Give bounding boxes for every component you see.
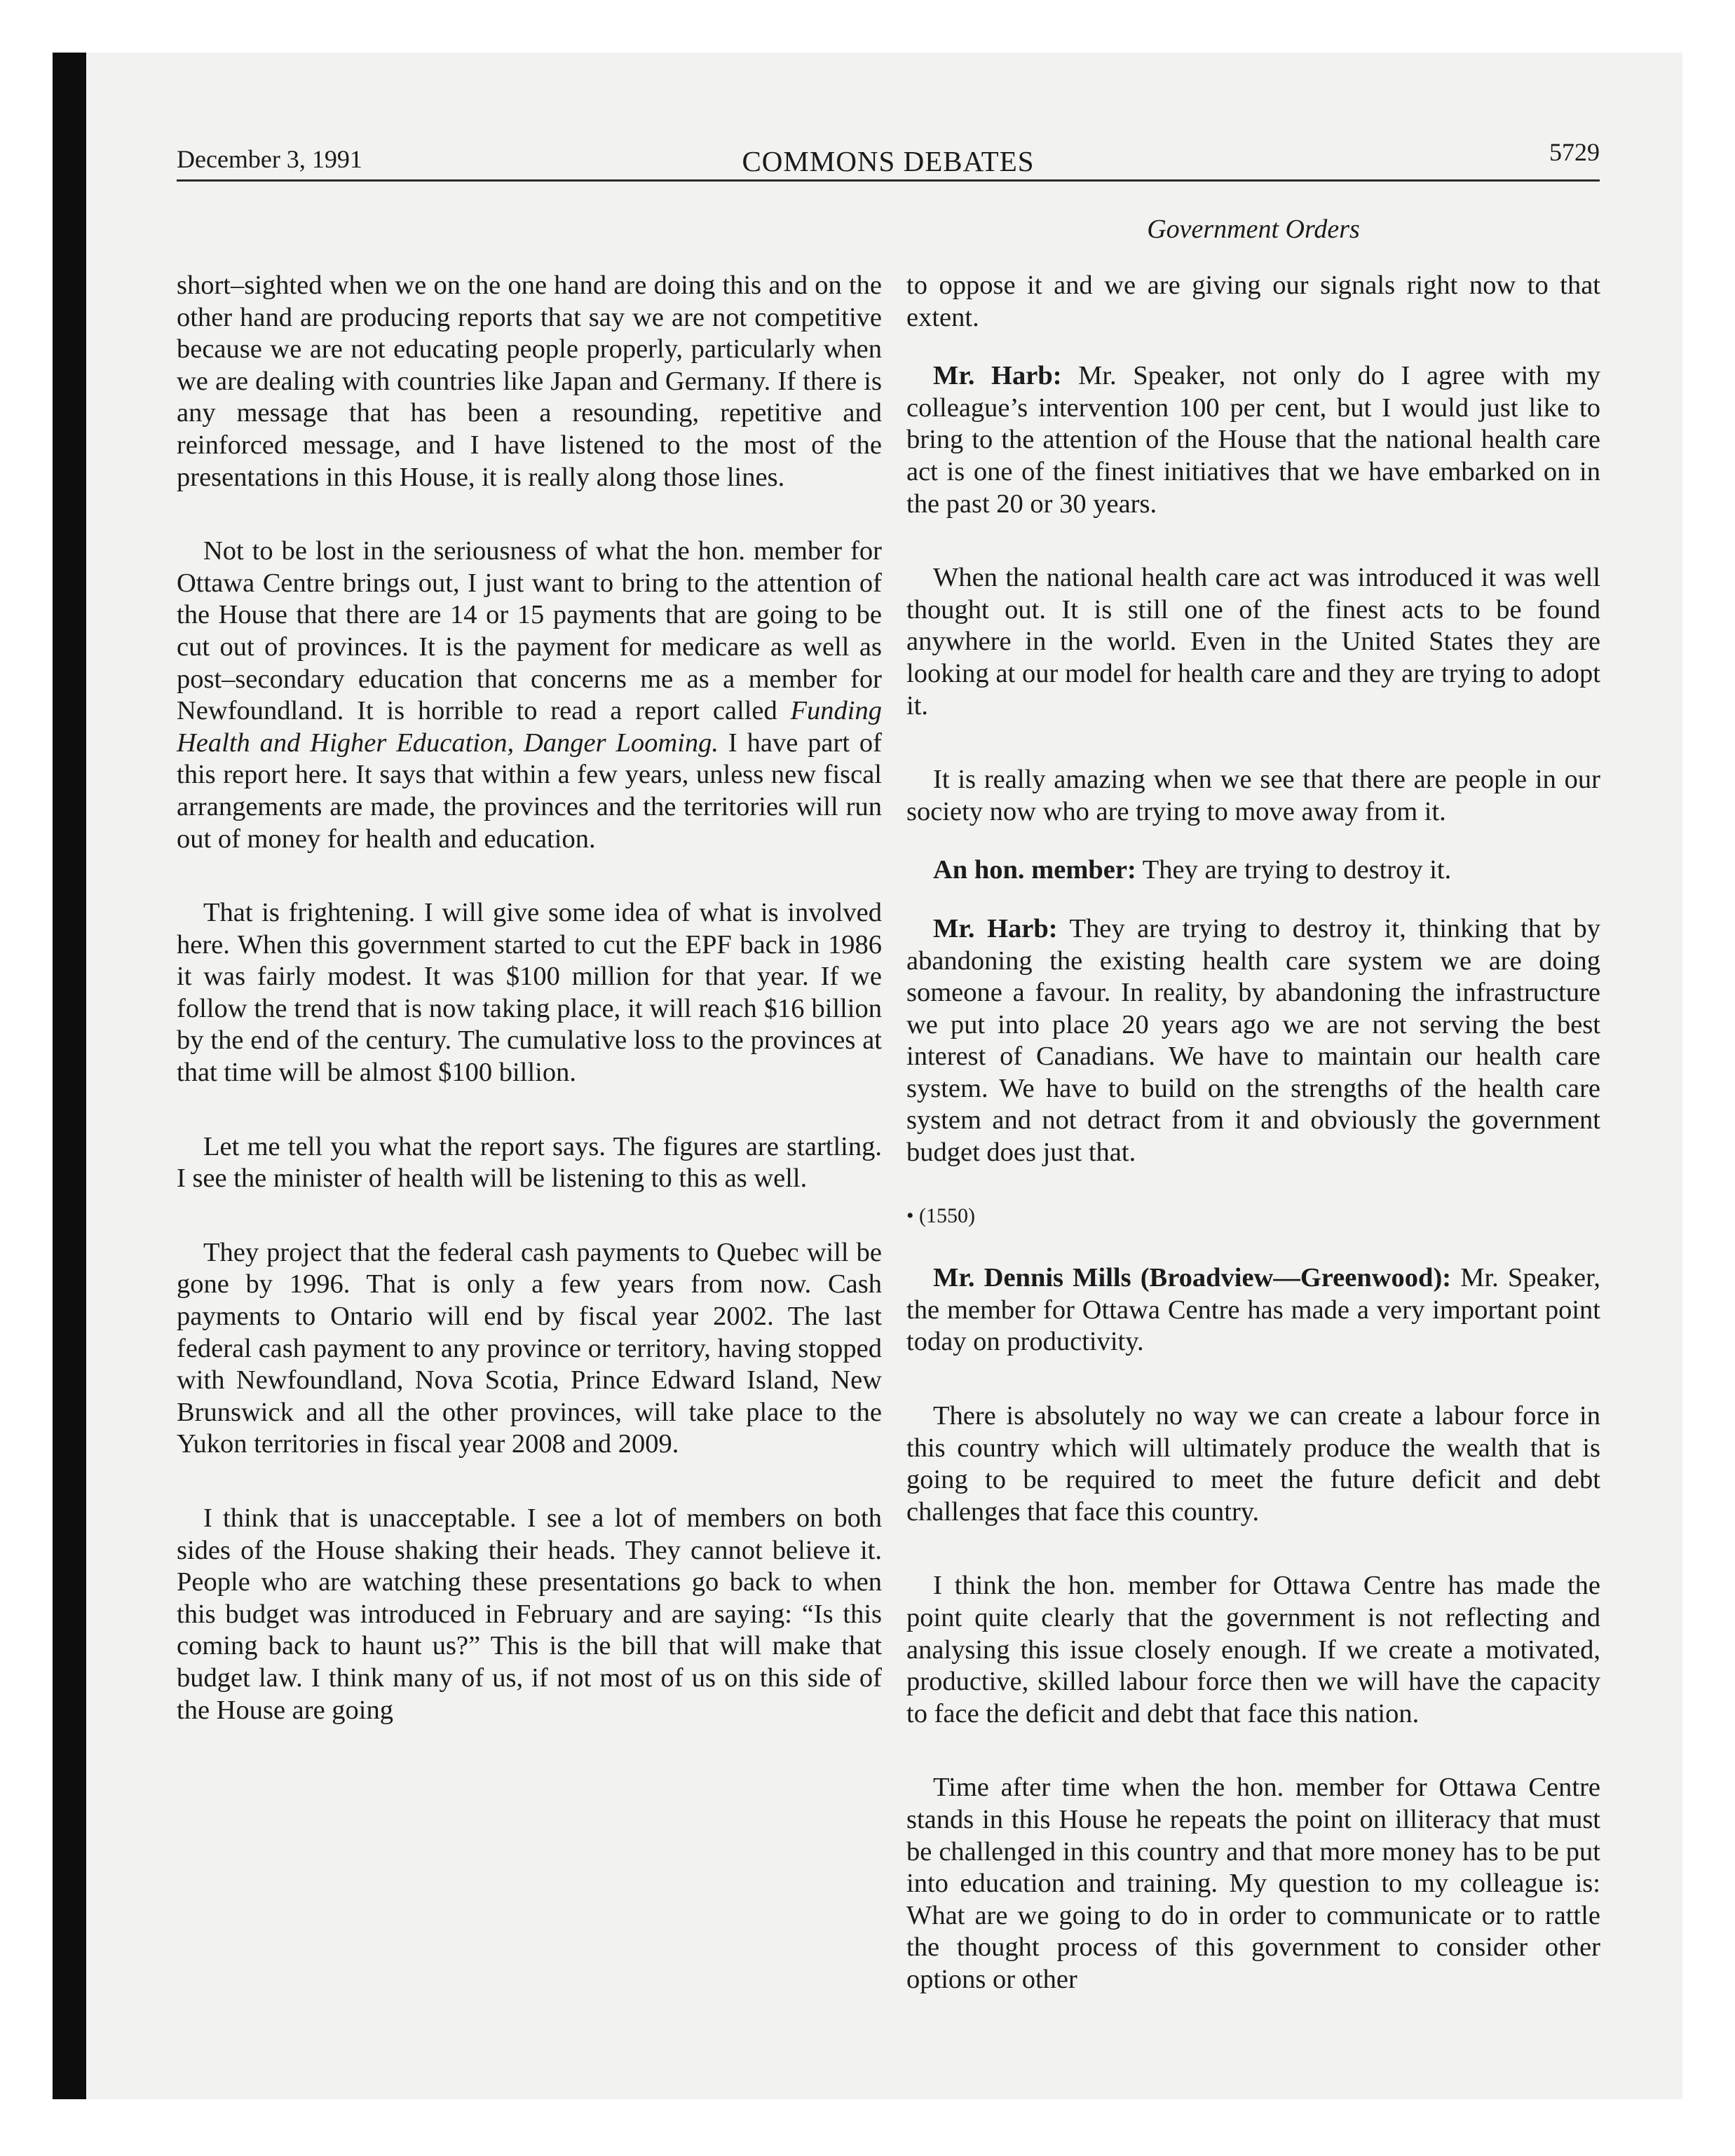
paragraph: [906, 913, 1600, 1169]
paragraph: Let me tell you what the report says. The figures are startling. I see the minister of health will be listening to this as well.: [177, 1131, 882, 1194]
right-column: [906, 270, 1600, 2038]
paragraph: short–sighted when we on the one hand are doing this and on the other hand are producing reports that say we are not competitive because we are not educating people properly, particularly when we are dealing with countries like Japan and Germany. If there is any message that has been a resounding, repetitive and reinforced message, and I have listened to the most of the presentations in this House, it is really along those lines.: [177, 271, 882, 492]
paragraph-text: They are trying to destroy it.: [1136, 855, 1452, 885]
paragraph-text: Not to be lost in the seriousness of what the hon. member for Ottawa Centre brings out, I just want to bring to the attention of the House that there are 14 or 15 payments that are going to be cut out of provinces. It is the payment for medicare as well as post–secondary education that concerns me as a member for Newfoundland. It is horrible to read a report called: [177, 536, 882, 726]
paragraph: That is frightening. I will give some idea of what is involved here. When this government started to cut the EPF back in 1986 it was fairly modest. It was $100 million for that year. If we follow the trend that is now taking place, it will reach $16 billion by the end of the century. The cumulative loss to the provinces at that time will be almost $100 billion.: [177, 898, 882, 1088]
paragraph: It is really amazing when we see that there are people in our society now who are trying to move away from it.: [906, 765, 1600, 826]
speaker-name: Mr. Harb:: [933, 361, 1062, 391]
header-title: COMMONS DEBATES: [742, 145, 1035, 177]
paragraph: to oppose it and we are giving our signals right now to that extent.: [906, 271, 1600, 332]
paragraph: [906, 854, 1600, 887]
paragraph: I think that is unacceptable. I see a lot of members on both sides of the House shaking their heads. They cannot believe it. People who are watching these presentations go back to when this budget was introduced in February and are saying: “Is this coming back to haunt us?” This is the bill that will make that budget law. I think many of us, if not most of us on this side of the House are going: [177, 1503, 882, 1725]
report-title: Funding Health and Higher Education, Danger Looming.: [177, 696, 882, 758]
page-header: [177, 137, 1600, 182]
paragraph-text: I have part of this report here. It says that within a few years, unless new fiscal arrangements are made, the provinces and the territories will run out of money for health and education.: [177, 728, 882, 854]
section-title: Government Orders: [1147, 214, 1360, 244]
left-column: [177, 270, 882, 1768]
paragraph: Time after time when the hon. member for Ottawa Centre stands in this House he repeats the point on illiteracy that must be challenged in this country and that more money has to be put into education and training. My question to my colleague is: What are we going to do in order to communicate or to rattle the thought process of this government to consider other options or other: [906, 1773, 1600, 1994]
speaker-name: Mr. Dennis Mills (Broadview—Greenwood):: [933, 1263, 1452, 1293]
paragraph: There is absolutely no way we can create a labour force in this country which will ultimately produce the wealth that is going to be required to meet the future deficit and debt challenges that face this country.: [906, 1401, 1600, 1527]
paragraph-text: They are trying to destroy it, thinking that by abandoning the existing health care system we are doing someone a favour. In reality, by abandoning the infrastructure we put into place 20 years ago we are not serving the best interest of Canadians. We have to maintain our health care system. We have to build on the strengths of the health care system and not detract from it and obviously the government budget does just that.: [906, 913, 1600, 1168]
speaker-name: An hon. member:: [933, 855, 1136, 885]
paragraph: I think the hon. member for Ottawa Centre has made the point quite clearly that the government is not reflecting and analysing this issue closely enough. If we create a motivated, productive, skilled labour force then we will have the capacity to face the deficit and debt that face this nation.: [906, 1571, 1600, 1728]
binding-edge: [53, 53, 86, 2099]
paragraph: [906, 1262, 1600, 1358]
header-date: December 3, 1991: [177, 145, 362, 173]
paragraph-text: Mr. Speaker, the member for Ottawa Centre has made a very important point today on productivity.: [906, 1263, 1601, 1357]
speaker-name: Mr. Harb:: [933, 913, 1058, 943]
paragraph-text: Mr. Speaker, not only do I agree with my colleague’s intervention 100 per cent, but I would just like to bring to the attention of the House that the national health care act is one of the finest initiatives that we have embarked on in the past 20 or 30 years.: [906, 361, 1600, 519]
paragraph: [906, 360, 1600, 520]
time-stamp: • (1550): [906, 1203, 975, 1227]
header-page-number: 5729: [1549, 138, 1600, 166]
paragraph: [177, 535, 882, 855]
paragraph: They project that the federal cash payments to Quebec will be gone by 1996. That is only a few years from now. Cash payments to Ontario will end by fiscal year 2002. The last federal cash payment to any province or territory, having stopped with Newfoundland, Nova Scotia, Prince Edward Island, New Brunswick and all the other provinces, will take place to the Yukon territories in fiscal year 2008 and 2009.: [177, 1237, 882, 1459]
paragraph: When the national health care act was introduced it was well thought out. It is still one of the finest acts to be found anywhere in the world. Even in the United States they are looking at our model for health care and they are trying to adopt it.: [906, 563, 1600, 721]
